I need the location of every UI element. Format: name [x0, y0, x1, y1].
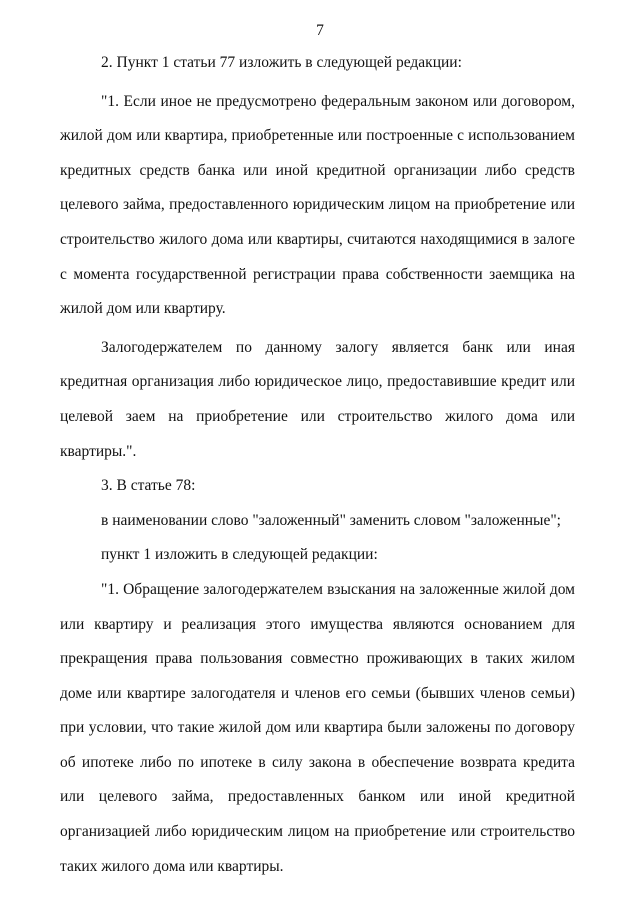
paragraph-point-1-intro: пункт 1 изложить в следующей редакции: [101, 546, 378, 564]
paragraph-pledgeholder: Залогодержателем по данному залогу является банк или иная кредитная организация либо юридическое лицо, предоставившие кредит или целевой заем на приобретение или строительство жилого дома или квартиры.". [60, 338, 575, 460]
document-body [60, 46, 575, 884]
paragraph-article-77-point-1: "1. Если иное не предусмотрено федеральным законом или договором, жилой дом или квартира, приобретенные или построенные с использованием кредитных средств банка или иной кредитной организации либо средств целевого займа, предоставленного юридическим лицом на приобретение или строительство жилого дома или квартиры, считаются находящимися в залоге с момента государственной регистрации права собственности заемщика на жилой дом или квартиру. [60, 92, 575, 318]
paragraph-title-amendment: в наименовании слово "заложенный" заменить словом "заложенные"; [101, 511, 561, 529]
paragraph-item-2: 2. Пункт 1 статьи 77 изложить в следующей редакции: [101, 54, 462, 71]
page-number: 7 [316, 22, 324, 39]
paragraph-article-78-point-1: "1. Обращение залогодержателем взыскания на заложенные жилой дом или квартиру и реализация этого имущества являются основанием для прекращения права пользования совместно проживающих в таких жилом доме или квартире залогодателя и членов его семьи (бывших членов семьи) при условии, что такие жилой дом или квартира были заложены по договору об ипотеке либо по ипотеке в силу закона в обеспечение возврата кредита или целевого займа, предоставленных банком или иной кредитной организацией либо юридическим лицом на приобретение или строительство таких жилого дома или квартиры. [60, 580, 575, 875]
paragraph-item-3: 3. В статье 78: [101, 477, 196, 495]
